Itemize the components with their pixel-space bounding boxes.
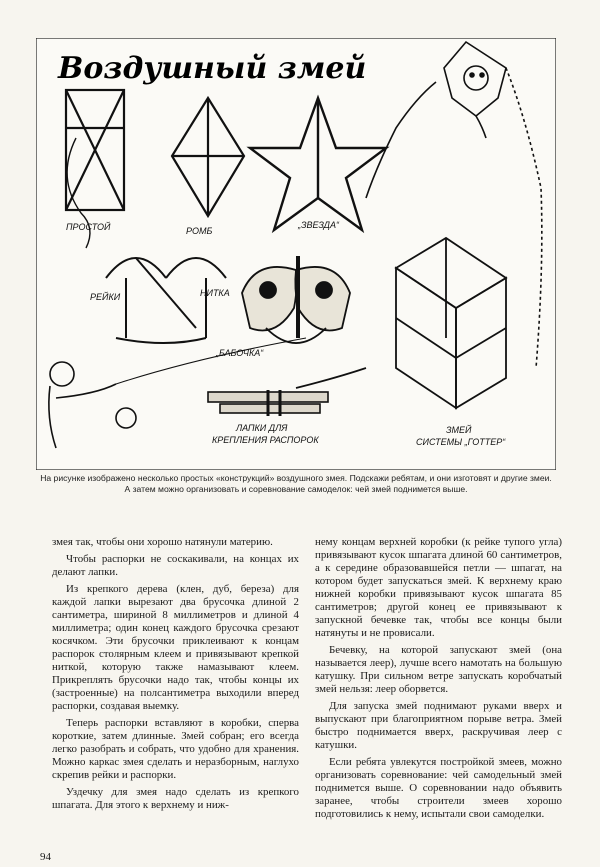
article-body (52, 536, 562, 846)
figure-title: Воздушный змей (58, 51, 367, 86)
paragraph: Уздечку для змея надо сделать из крепкого шпагата. Для этого к верхнему и ниж- (52, 786, 299, 811)
paragraph: нему концам верхней коробки (к рейке тупого угла) привязывают кусок шпагата длиной 60 сантиметров, а к середине образовавшейся петли — шпагат, на котором будет запускаться змей. К верхнему краю нижней коробки привязывают кусок шпагата 85 сантиметров; другой конец ее привязывают к запускной бечевке так, чтобы все концы были натянуты и не провисали. (315, 536, 562, 639)
label-lapki-1: ЛАПКИ ДЛЯ (236, 423, 288, 433)
label-star: „ЗВЕЗДА“ (298, 220, 339, 230)
paragraph: Теперь распорки вставляют в коробки, сперва короткие, затем длинные. Змей собран; его всегда легко разобрать и собрать, что удобно для хранения. Можно каркас змея сделать и неразборным, наглухо скрепив рейки и распорки. (52, 717, 299, 781)
paragraph: Для запуска змей поднимают руками вверх и выпускают при благоприятном порыве ветра. Змей быстро поднимается вверх, раскручивая леер с катушки. (315, 700, 562, 751)
clown-kite (366, 42, 542, 368)
lapki-drawing (208, 390, 328, 416)
paragraph: змея так, чтобы они хорошо натянули материю. (52, 536, 273, 548)
label-hotter-2: СИСТЕМЫ „ГОТТЕР“ (416, 437, 506, 447)
illustration (36, 38, 556, 470)
paragraph: Чтобы распорки не соскакивали, на концах их делают лапки. (52, 553, 299, 578)
star-kite (250, 98, 386, 230)
label-slats: РЕЙКИ (90, 292, 121, 302)
page-number: 94 (40, 851, 51, 863)
label-thread: НИТКА (200, 288, 230, 298)
figure-caption: На рисунке изображено несколько простых «конструкций» воздушного змея. Подскажи ребятам, и они изготовят и другие змеи. А затем можно организовать и соревнование самоделок: чей змей поднимется выше. (40, 473, 552, 494)
label-simple: ПРОСТОЙ (66, 222, 111, 232)
paragraph: Из крепкого дерева (клен, дуб, береза) для каждой лапки вырезают два брусочка длиной 2 сантиметра, шириной 8 миллиметров и длиной 4 миллиметра; один конец каждого брусочка срезают косячком. Эти брусочки приклеивают к концам распорок столярным клеем и привязывают крепкой ниткой, которую также намазывают клеем. Прикреплять брусочки надо так, чтобы концы их (застроенные) на полсантиметра выходили вперед распорки, создавая выемку. (52, 583, 299, 712)
paragraph: Если ребята увлекутся постройкой змеев, можно организовать соревнование: чей самодельный змей поднимется выше. О соревновании надо объявить заранее, чтобы строители змеев хорошо подготовились к нему, испытали свои самоделки. (315, 756, 562, 820)
left-column (52, 536, 299, 846)
label-lapki-2: КРЕПЛЕНИЯ РАСПОРОК (212, 435, 319, 445)
right-column (315, 536, 562, 846)
rhomb-kite (172, 98, 244, 216)
ring-kite (106, 258, 226, 343)
label-butterfly: „БАБОЧКА“ (216, 348, 264, 358)
kites-drawing (36, 38, 556, 470)
label-hotter-1: ЗМЕЙ (446, 425, 472, 435)
paragraph: Бечевку, на которой запускают змей (она называется леер), лучше всего намотать на большую катушку. При сильном ветре запускать коробчатый змей нельзя: леер оборвется. (315, 644, 562, 695)
moth-kite (242, 256, 350, 343)
label-rhomb: РОМБ (186, 226, 213, 236)
